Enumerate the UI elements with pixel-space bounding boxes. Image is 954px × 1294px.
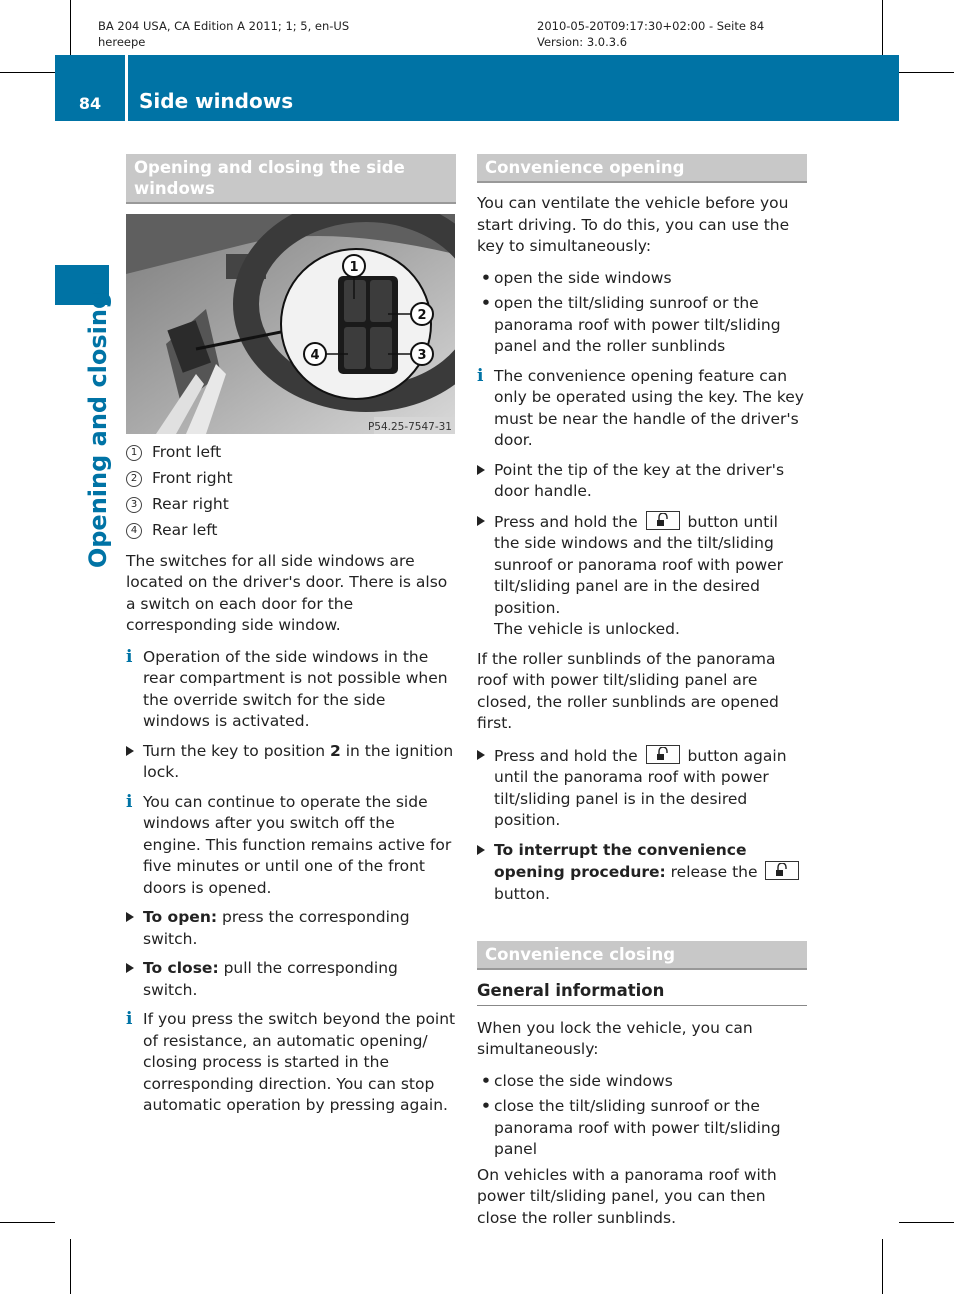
info-text: Operation of the side windows in the rear compartment is not possible when the override switch for the side windows is activated. bbox=[143, 647, 448, 730]
instruction-step bbox=[126, 907, 456, 950]
legend-label: Rear left bbox=[152, 521, 218, 539]
step-text: pull the corresponding switch. bbox=[143, 959, 398, 999]
info-note bbox=[126, 1009, 456, 1117]
step-text: Press and hold the bbox=[494, 512, 638, 531]
intro-paragraph: You can ventilate the vehicle before you start driving. To do this, you can use the key to simultaneously: bbox=[477, 194, 790, 255]
bullet-item: • open the side windows bbox=[481, 268, 672, 287]
step-text: press the corresponding switch. bbox=[143, 908, 410, 948]
step-bold: To interrupt the convenience opening procedure: bbox=[494, 840, 747, 881]
meta-left-line1: BA 204 USA, CA Edition A 2011; 1; 5, en-US bbox=[98, 19, 350, 33]
legend-label: Front left bbox=[152, 443, 222, 461]
info-note bbox=[126, 647, 456, 733]
unlock-key-button-icon bbox=[646, 745, 680, 764]
info-text: If you press the switch beyond the point of resistance, an automatic opening/ closing process is started in the corresponding direction. You can stop automatic operation by pressing again. bbox=[143, 1010, 456, 1114]
legend-label: Front right bbox=[152, 469, 233, 487]
banner-divider bbox=[125, 55, 128, 121]
unlock-key-button-icon bbox=[646, 511, 680, 530]
arrow-step-icon bbox=[126, 746, 134, 756]
meta-right-line2: Version: 3.0.3.6 bbox=[537, 35, 628, 49]
callout-4: 4 bbox=[310, 348, 320, 363]
step-text: Point the tip of the key at the driver's door handle. bbox=[494, 460, 785, 500]
callout-1: 1 bbox=[349, 260, 359, 275]
section-heading-side-windows: Opening and closing the side windows bbox=[126, 154, 456, 204]
info-note bbox=[477, 366, 807, 452]
intro-paragraph: When you lock the vehicle, you can simultaneously: bbox=[477, 1018, 753, 1058]
arrow-step-icon bbox=[477, 465, 485, 475]
print-meta-left bbox=[98, 18, 349, 50]
instruction-step bbox=[477, 460, 807, 503]
step-text: button until the side windows and the tilt/sliding sunroof or panorama roof with power tilt/sliding panel are in the desired position. bbox=[494, 512, 784, 617]
page-title: Side windows bbox=[139, 89, 294, 113]
step-text: Turn the key to position bbox=[143, 741, 331, 760]
info-note bbox=[126, 792, 456, 900]
info-icon: i bbox=[126, 791, 133, 812]
info-text: The convenience opening feature can only be operated using the key. The key must be near the handle of the driver's door. bbox=[494, 366, 804, 449]
instruction-step bbox=[126, 958, 456, 1001]
crop-mark bbox=[0, 1222, 55, 1223]
instruction-step bbox=[477, 745, 807, 832]
crop-mark bbox=[70, 1239, 71, 1294]
instruction-step bbox=[126, 741, 456, 784]
step-text: Press and hold the bbox=[494, 746, 638, 765]
meta-left-line2: hereepe bbox=[98, 35, 146, 49]
info-text: You can continue to operate the side windows after you switch off the engine. This function remains active for five minutes or until one of the front doors is opened. bbox=[143, 792, 452, 897]
legend-item bbox=[126, 494, 456, 516]
arrow-step-icon bbox=[126, 963, 134, 973]
arrow-step-icon bbox=[477, 750, 485, 760]
crop-mark bbox=[882, 1239, 883, 1294]
legend-number: 3 bbox=[126, 497, 142, 513]
step-bold: 2 bbox=[330, 741, 341, 760]
meta-right-line1: 2010-05-20T09:17:30+02:00 - Seite 84 bbox=[537, 19, 765, 33]
crop-mark bbox=[899, 72, 954, 73]
chapter-side-label: Opening and closing bbox=[84, 291, 112, 569]
print-meta-right bbox=[537, 18, 764, 50]
page-number: 84 bbox=[78, 94, 102, 113]
bullet-text: close the side windows bbox=[494, 1071, 673, 1090]
arrow-step-icon bbox=[477, 516, 485, 526]
legend-item bbox=[126, 442, 456, 464]
bullet-item: • close the side windows bbox=[481, 1071, 673, 1090]
section-heading-convenience-closing: Convenience closing bbox=[477, 941, 807, 970]
window-switch-figure bbox=[126, 214, 455, 434]
step-text: button again until the panorama roof with power tilt/sliding panel is in the desired position. bbox=[494, 746, 787, 829]
legend-label: Rear right bbox=[152, 495, 229, 513]
callout-3: 3 bbox=[417, 348, 427, 363]
step-bold: To open: bbox=[143, 908, 218, 926]
step-text: button. bbox=[494, 884, 551, 903]
legend-number: 4 bbox=[126, 523, 142, 539]
instruction-step bbox=[477, 840, 807, 906]
paragraph: If the roller sunblinds of the panorama roof with power tilt/sliding panel are closed, the roller sunblinds are opened first. bbox=[477, 649, 779, 732]
chapter-banner bbox=[55, 55, 899, 121]
callout-2: 2 bbox=[417, 308, 427, 323]
crop-mark bbox=[0, 72, 55, 73]
right-column bbox=[477, 154, 807, 1239]
unlock-key-button-icon bbox=[765, 861, 799, 880]
subheading-general-information: General information bbox=[477, 980, 807, 1006]
figure-code: P54.25-7547-31 bbox=[367, 421, 452, 433]
info-icon: i bbox=[126, 646, 133, 667]
crop-mark bbox=[899, 1222, 954, 1223]
legend-number: 1 bbox=[126, 445, 142, 461]
info-icon: i bbox=[126, 1009, 133, 1029]
crop-mark bbox=[70, 0, 71, 55]
figure-legend bbox=[126, 442, 456, 542]
step-result: The vehicle is unlocked. bbox=[494, 620, 680, 638]
bullet-item: • open the tilt/sliding sunroof or the panorama roof with power tilt/sliding panel and the roller sunblinds bbox=[481, 294, 781, 355]
step-text: release the bbox=[665, 863, 758, 881]
intro-paragraph: The switches for all side windows are located on the driver's door. There is also a switch on each door for the corresponding side window. bbox=[126, 551, 448, 634]
step-text: in the ignition lock. bbox=[143, 741, 454, 781]
paragraph: On vehicles with a panorama roof with power tilt/sliding panel, you can then close the roller sunblinds. bbox=[477, 1165, 777, 1227]
legend-item bbox=[126, 520, 456, 542]
info-icon: i bbox=[477, 365, 484, 386]
step-bold: To close: bbox=[143, 959, 219, 977]
legend-number: 2 bbox=[126, 471, 142, 487]
bullet-text: open the tilt/sliding sunroof or the panorama roof with power tilt/sliding panel and the roller sunblinds bbox=[494, 294, 781, 355]
bullet-item: • close the tilt/sliding sunroof or the panorama roof with power tilt/sliding panel bbox=[481, 1097, 781, 1158]
crop-mark bbox=[882, 0, 883, 55]
legend-item bbox=[126, 468, 456, 490]
door-panel-illustration bbox=[126, 214, 455, 434]
left-column bbox=[126, 154, 456, 1125]
instruction-step bbox=[477, 511, 807, 641]
bullet-text: close the tilt/sliding sunroof or the panorama roof with power tilt/sliding panel bbox=[494, 1097, 781, 1158]
arrow-step-icon bbox=[477, 845, 485, 855]
section-heading-convenience-opening: Convenience opening bbox=[477, 154, 807, 183]
arrow-step-icon bbox=[126, 912, 134, 922]
bullet-text: open the side windows bbox=[494, 268, 672, 287]
